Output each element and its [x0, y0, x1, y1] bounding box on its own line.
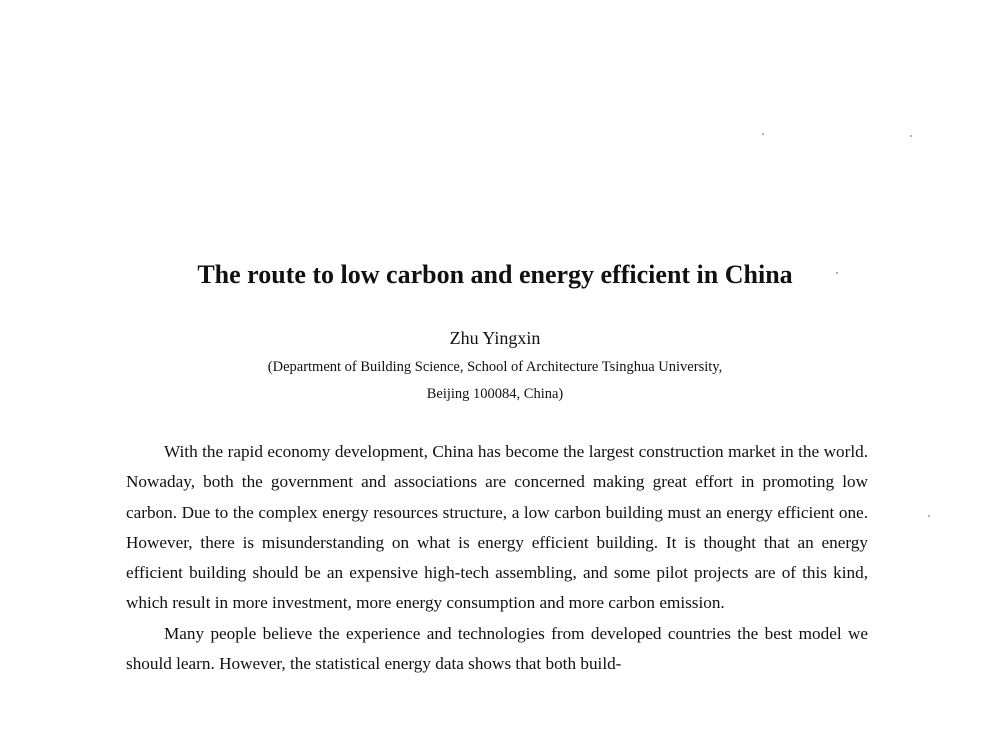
affiliation-line-1: (Department of Building Science, School of Architecture Tsinghua University, — [267, 359, 723, 375]
paragraph-2: Many people believe the experience and technologies from developed countries the best model we should learn. However, the statistical energy data shows that both build- — [126, 623, 868, 674]
body-text — [126, 437, 868, 679]
affiliation-line-2: Beijing 100084, China) — [426, 386, 564, 402]
author-name: Zhu Yingxin — [449, 328, 541, 348]
scan-speck — [928, 515, 930, 517]
paragraph-1: With the rapid economy development, China has become the largest construction market in the world. Nowaday, both the government and associations are concerned making great effort in promoting low carbon. Due to the complex energy resources structure, a low carbon building must an energy efficient one. However, there is misunderstanding on what is energy efficient building. It is thought that an energy efficient building should be an expensive high-tech assembling, and some pilot projects are of this kind, which result in more investment, more energy consumption and more carbon emission. — [126, 442, 868, 613]
paper-title: The route to low carbon and energy efficient in China — [197, 260, 793, 289]
scan-speck — [762, 133, 764, 135]
scan-speck — [910, 135, 912, 137]
